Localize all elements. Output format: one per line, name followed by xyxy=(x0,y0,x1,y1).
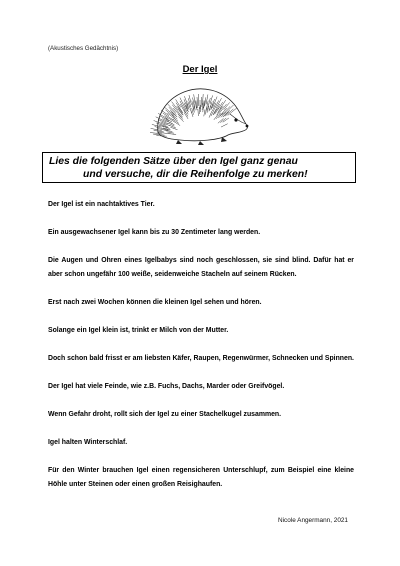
sentence: Für den Winter brauchen Igel einen regensicheren Unterschlupf, zum Beispiel eine kleine Höhle unter Steinen oder einen großen Reisighaufen. xyxy=(48,467,354,488)
sentence: Igel halten Winterschlaf. xyxy=(48,439,128,446)
subtitle: (Akustisches Gedächtnis) xyxy=(48,45,119,52)
hedgehog-icon xyxy=(150,80,250,150)
instruction-box xyxy=(42,152,356,183)
page-title: Der Igel xyxy=(182,64,218,75)
sentence: Wenn Gefahr droht, rollt sich der Igel zu einer Stachelkugel zusammen. xyxy=(48,411,282,418)
sentence: Die Augen und Ohren eines Igelbabys sind noch geschlossen, sie sind blind. Dafür hat er aber schon ungefähr 100 weiße, seidenweiche Stacheln auf seinem Rücken. xyxy=(48,257,354,278)
sentence: Der Igel ist ein nachtaktives Tier. xyxy=(48,201,155,208)
sentence: Doch schon bald frisst er am liebsten Käfer, Raupen, Regenwürmer, Schnecken und Spinnen. xyxy=(48,355,354,362)
instruction-line-2: und versuche, dir die Reihenfolge zu merken! xyxy=(83,169,308,180)
sentence: Der Igel hat viele Feinde, wie z.B. Fuchs, Dachs, Marder oder Greifvögel. xyxy=(48,383,285,390)
author-credit: Nicole Angermann, 2021 xyxy=(278,517,348,524)
sentence: Ein ausgewachsener Igel kann bis zu 30 Zentimeter lang werden. xyxy=(48,229,261,236)
sentence: Erst nach zwei Wochen können die kleinen Igel sehen und hören. xyxy=(48,299,262,306)
sentence: Solange ein Igel klein ist, trinkt er Milch von der Mutter. xyxy=(48,327,229,334)
instruction-line-1: Lies die folgenden Sätze über den Igel ganz genau xyxy=(49,156,298,167)
sentence-list xyxy=(48,198,354,492)
